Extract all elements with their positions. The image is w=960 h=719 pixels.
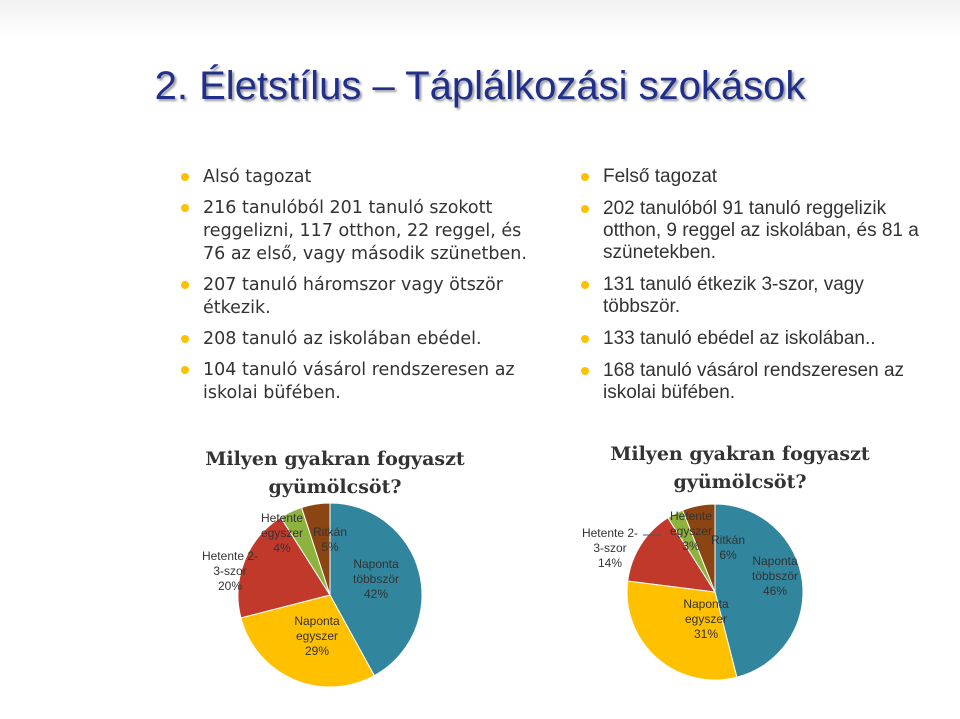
left-column [175,166,545,413]
bullet-icon [181,281,189,289]
list-item [575,360,925,404]
list-item-text: 168 tanuló vásárol rendszeresen az iskolai büfében. [603,360,905,403]
bullet-icon [181,173,189,181]
pie-slice-label: Ritkán 6% [710,533,746,562]
chart-title-right: Milyen gyakran fogyaszt gyümölcsöt? [610,443,870,493]
list-item [575,328,925,350]
list-item-text: Felső tagozat [603,166,718,187]
list-item-text: 202 tanulóból 91 tanuló reggelizik otthon, 9 reggel az iskolában, és 81 a szünetekben. [603,198,919,263]
bullet-icon [581,173,589,181]
list-item-text: 133 tanuló ebédel az iskolában.. [603,328,876,349]
bullet-icon [181,335,189,343]
list-item [175,359,545,405]
pie-chart-left [180,490,460,719]
pie-slice-label: Naponta többször 46% [751,554,799,598]
pie-slice-label: Naponta többször 42% [352,557,400,601]
pie-slice-label: Naponta egyszer 29% [294,614,340,658]
bullet-icon [581,335,589,343]
list-item [175,328,545,351]
list-item [575,198,925,264]
list-item-text: 131 tanuló étkezik 3-szor, vagy többször. [603,274,864,317]
list-item [175,166,545,189]
bullet-icon [581,367,589,375]
list-item-text: 104 tanuló vásárol rendszeresen az iskolai büfében. [203,360,515,403]
chart-title-left: Milyen gyakran fogyaszt gyümölcsöt? [205,448,465,498]
list-item [175,274,545,320]
pie-chart-right [570,490,870,719]
pie-slice-label: Hetente egyszer 3% [669,509,713,553]
right-column [575,166,925,414]
list-item-text: 207 tanuló háromszor vagy ötször étkezik. [203,275,503,318]
slide-title: 2. Életstílus – Táplálkozási szokások [154,64,806,108]
pie-slice-label: Ritkán 5% [312,525,348,554]
bullet-icon [181,366,189,374]
bullet-icon [581,205,589,213]
pie-slice-label: Hetente 2-3-szor 14% [581,526,639,570]
list-item-text: 208 tanuló az iskolában ebédel. [203,329,482,349]
bullet-icon [181,204,189,212]
pie-slice-label: Hetente egyszer 4% [260,511,304,555]
list-item-text: Alsó tagozat [203,167,312,187]
list-item [175,197,545,266]
pie-slice-label: Naponta egyszer 31% [683,597,729,641]
bullet-icon [581,281,589,289]
list-item [575,274,925,318]
list-item-text: 216 tanulóból 201 tanuló szokott reggelizni, 117 otthon, 22 reggel, és 76 az első, vagy második szünetben. [203,198,527,264]
slide-header-band [0,0,960,40]
list-item [575,166,925,188]
pie-slice-label: Hetente 2-3-szor 20% [201,549,259,593]
